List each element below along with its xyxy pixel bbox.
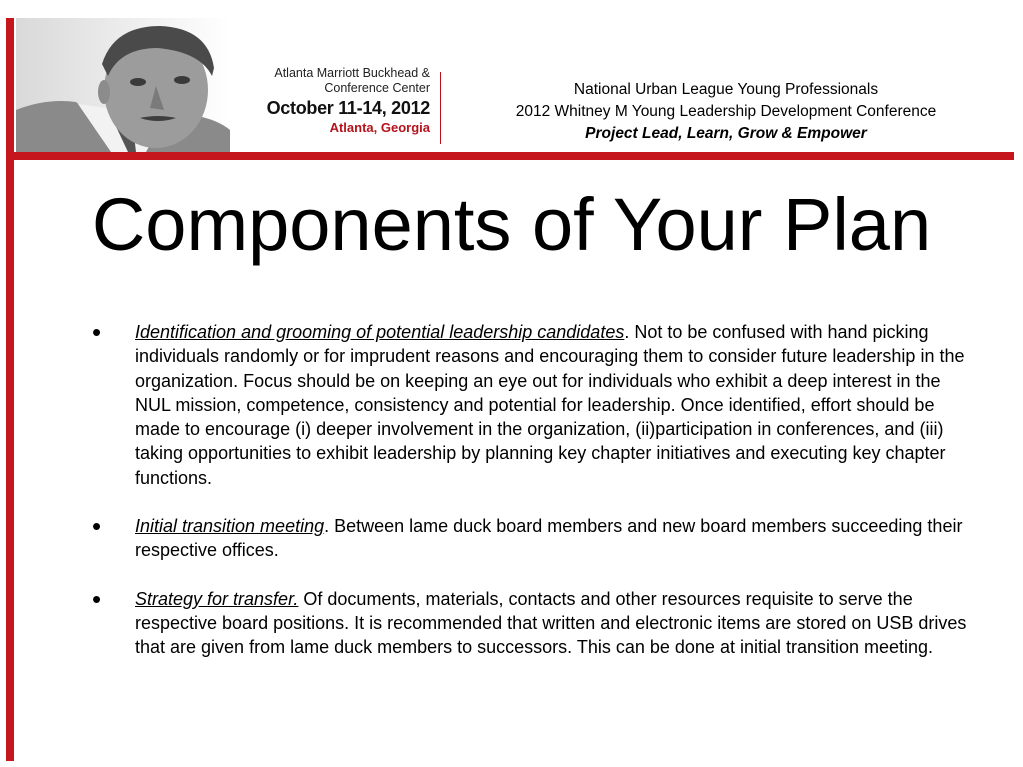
organization-name: National Urban League Young Professionals [573,81,879,98]
venue-name: Atlanta Marriott Buckhead & [274,66,430,80]
left-accent-bar [6,18,14,761]
bullet-text: . Not to be confused with hand picking individuals randomly or for imprudent reasons and encouraging them to consider future leadership in the organization. Focus should be on keeping an eye out for individuals who exhibit a deep interest in the NUL mission, competence, consistency and potential for leadership. Once identified, effort should be made to encourage (i) deeper involvement in the organization, (ii)participation in conferences, and (iii) taking opportunities to exhibit leadership by planning key chapter initiatives and executing key chapter functions. [135,322,965,488]
bullet-term: Strategy for transfer. [135,588,299,609]
bullet-item [90,511,970,563]
conference-name: 2012 Whitney M Young Leadership Development Conference [515,103,937,120]
header-rule [6,152,1014,160]
bullet-icon: • [92,583,102,614]
bullet-icon: • [92,511,102,542]
venue-name-line2: Conference Center [324,81,430,95]
bullet-list [90,317,970,684]
conference-info [476,79,976,145]
event-city: Atlanta, Georgia [329,120,430,135]
bullet-text: . Between lame duck board members and new board members succeeding their respective offices. [135,516,963,561]
bullet-item [90,583,970,660]
bullet-term: Initial transition meeting [135,516,325,537]
venue-block [240,66,430,136]
slide-title: Components of Your Plan [91,183,932,266]
bullet-text: Of documents, materials, contacts and other resources requisite to serve the respective board positions. It is recommended that written and electronic items are stored on USB drives that are given from lame duck members to successors. This can be done at initial transition meeting. [135,588,967,658]
bullet-icon: • [92,317,102,347]
bullet-term: Identification and grooming of potential leadership candidates [135,322,625,342]
header-divider [440,72,441,144]
bullet-item [90,317,970,490]
portrait-image [16,18,230,152]
conference-tagline: Project Lead, Learn, Grow & Empower [585,125,867,142]
event-dates: October 11-14, 2012 [266,98,430,118]
